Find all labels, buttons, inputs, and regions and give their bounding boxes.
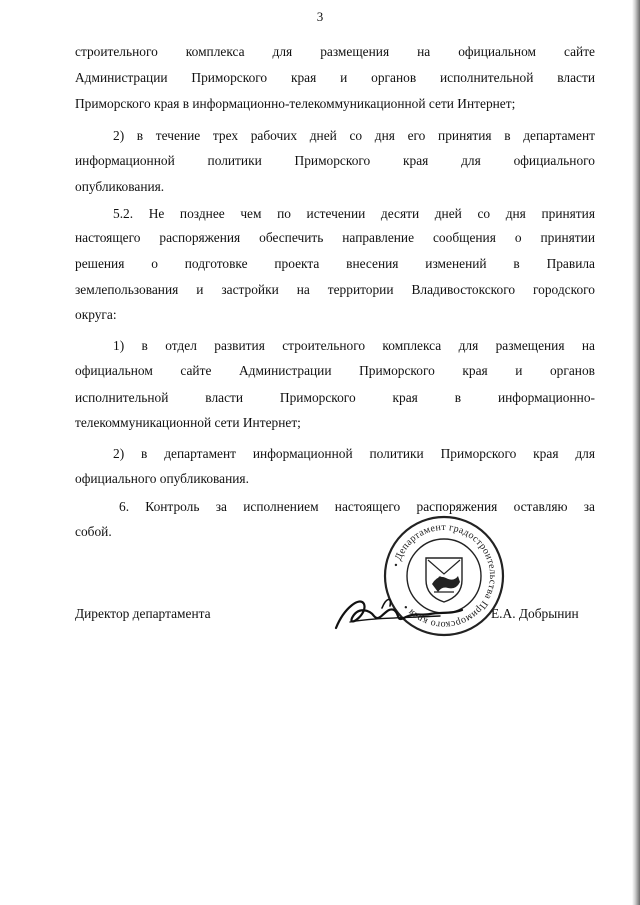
paragraph-2-line-1: 2) в течение трех рабочих дней со дня его принятия в департамент [113, 128, 595, 143]
page-number: 3 [316, 9, 324, 24]
paragraph-5-line-2: официального опубликования. [75, 471, 249, 486]
handwritten-signature [330, 588, 480, 640]
paragraph-4-line-4: телекоммуникационной сети Интернет; [75, 415, 301, 430]
paragraph-6-line-2: собой. [75, 524, 112, 539]
signatory-name: Е.А. Добрынин [491, 606, 579, 621]
paragraph-2-line-3: опубликования. [75, 179, 165, 194]
paragraph-3-line-3: решения о подготовке проекта внесения изменений в Правила [75, 256, 595, 271]
paragraph-1-line-1: строительного комплекса для размещения на официальном сайте [75, 44, 595, 59]
paragraph-3-line-5: округа: [75, 307, 117, 322]
paragraph-4-line-3: исполнительной власти Приморского края в информационно- [75, 390, 595, 405]
paragraph-3-line-2: настоящего распоряжения обеспечить направление сообщения о принятии [75, 230, 595, 245]
signatory-position: Директор департамента [75, 606, 211, 621]
paragraph-4-line-2: официальном сайте Администрации Приморского края и органов [75, 363, 595, 378]
paragraph-3-line-4: землепользования и застройки на территории Владивостокского городского [75, 282, 595, 297]
svg-text:• Департамент градостроительст: • Департамент градостроительства Приморского края • [390, 521, 499, 631]
paragraph-4-line-1: 1) в отдел развития строительного комплекса для размещения на [113, 338, 595, 353]
paragraph-2-line-2: информационной политики Приморского края для официального [75, 153, 595, 168]
paragraph-1-line-3: Приморского края в информационно-телекоммуникационной сети Интернет; [75, 96, 516, 111]
signature-icon [330, 588, 480, 640]
paragraph-1-line-2: Администрации Приморского края и органов исполнительной власти [75, 70, 595, 85]
paragraph-3-line-1: 5.2. Не позднее чем по истечении десяти дней со дня принятия [113, 206, 595, 221]
paragraph-5-line-1: 2) в департамент информационной политики Приморского края для [113, 446, 595, 461]
paragraph-6-line-1: 6. Контроль за исполнением настоящего распоряжения оставляю за [119, 499, 595, 514]
scan-edge-shadow [632, 0, 640, 905]
